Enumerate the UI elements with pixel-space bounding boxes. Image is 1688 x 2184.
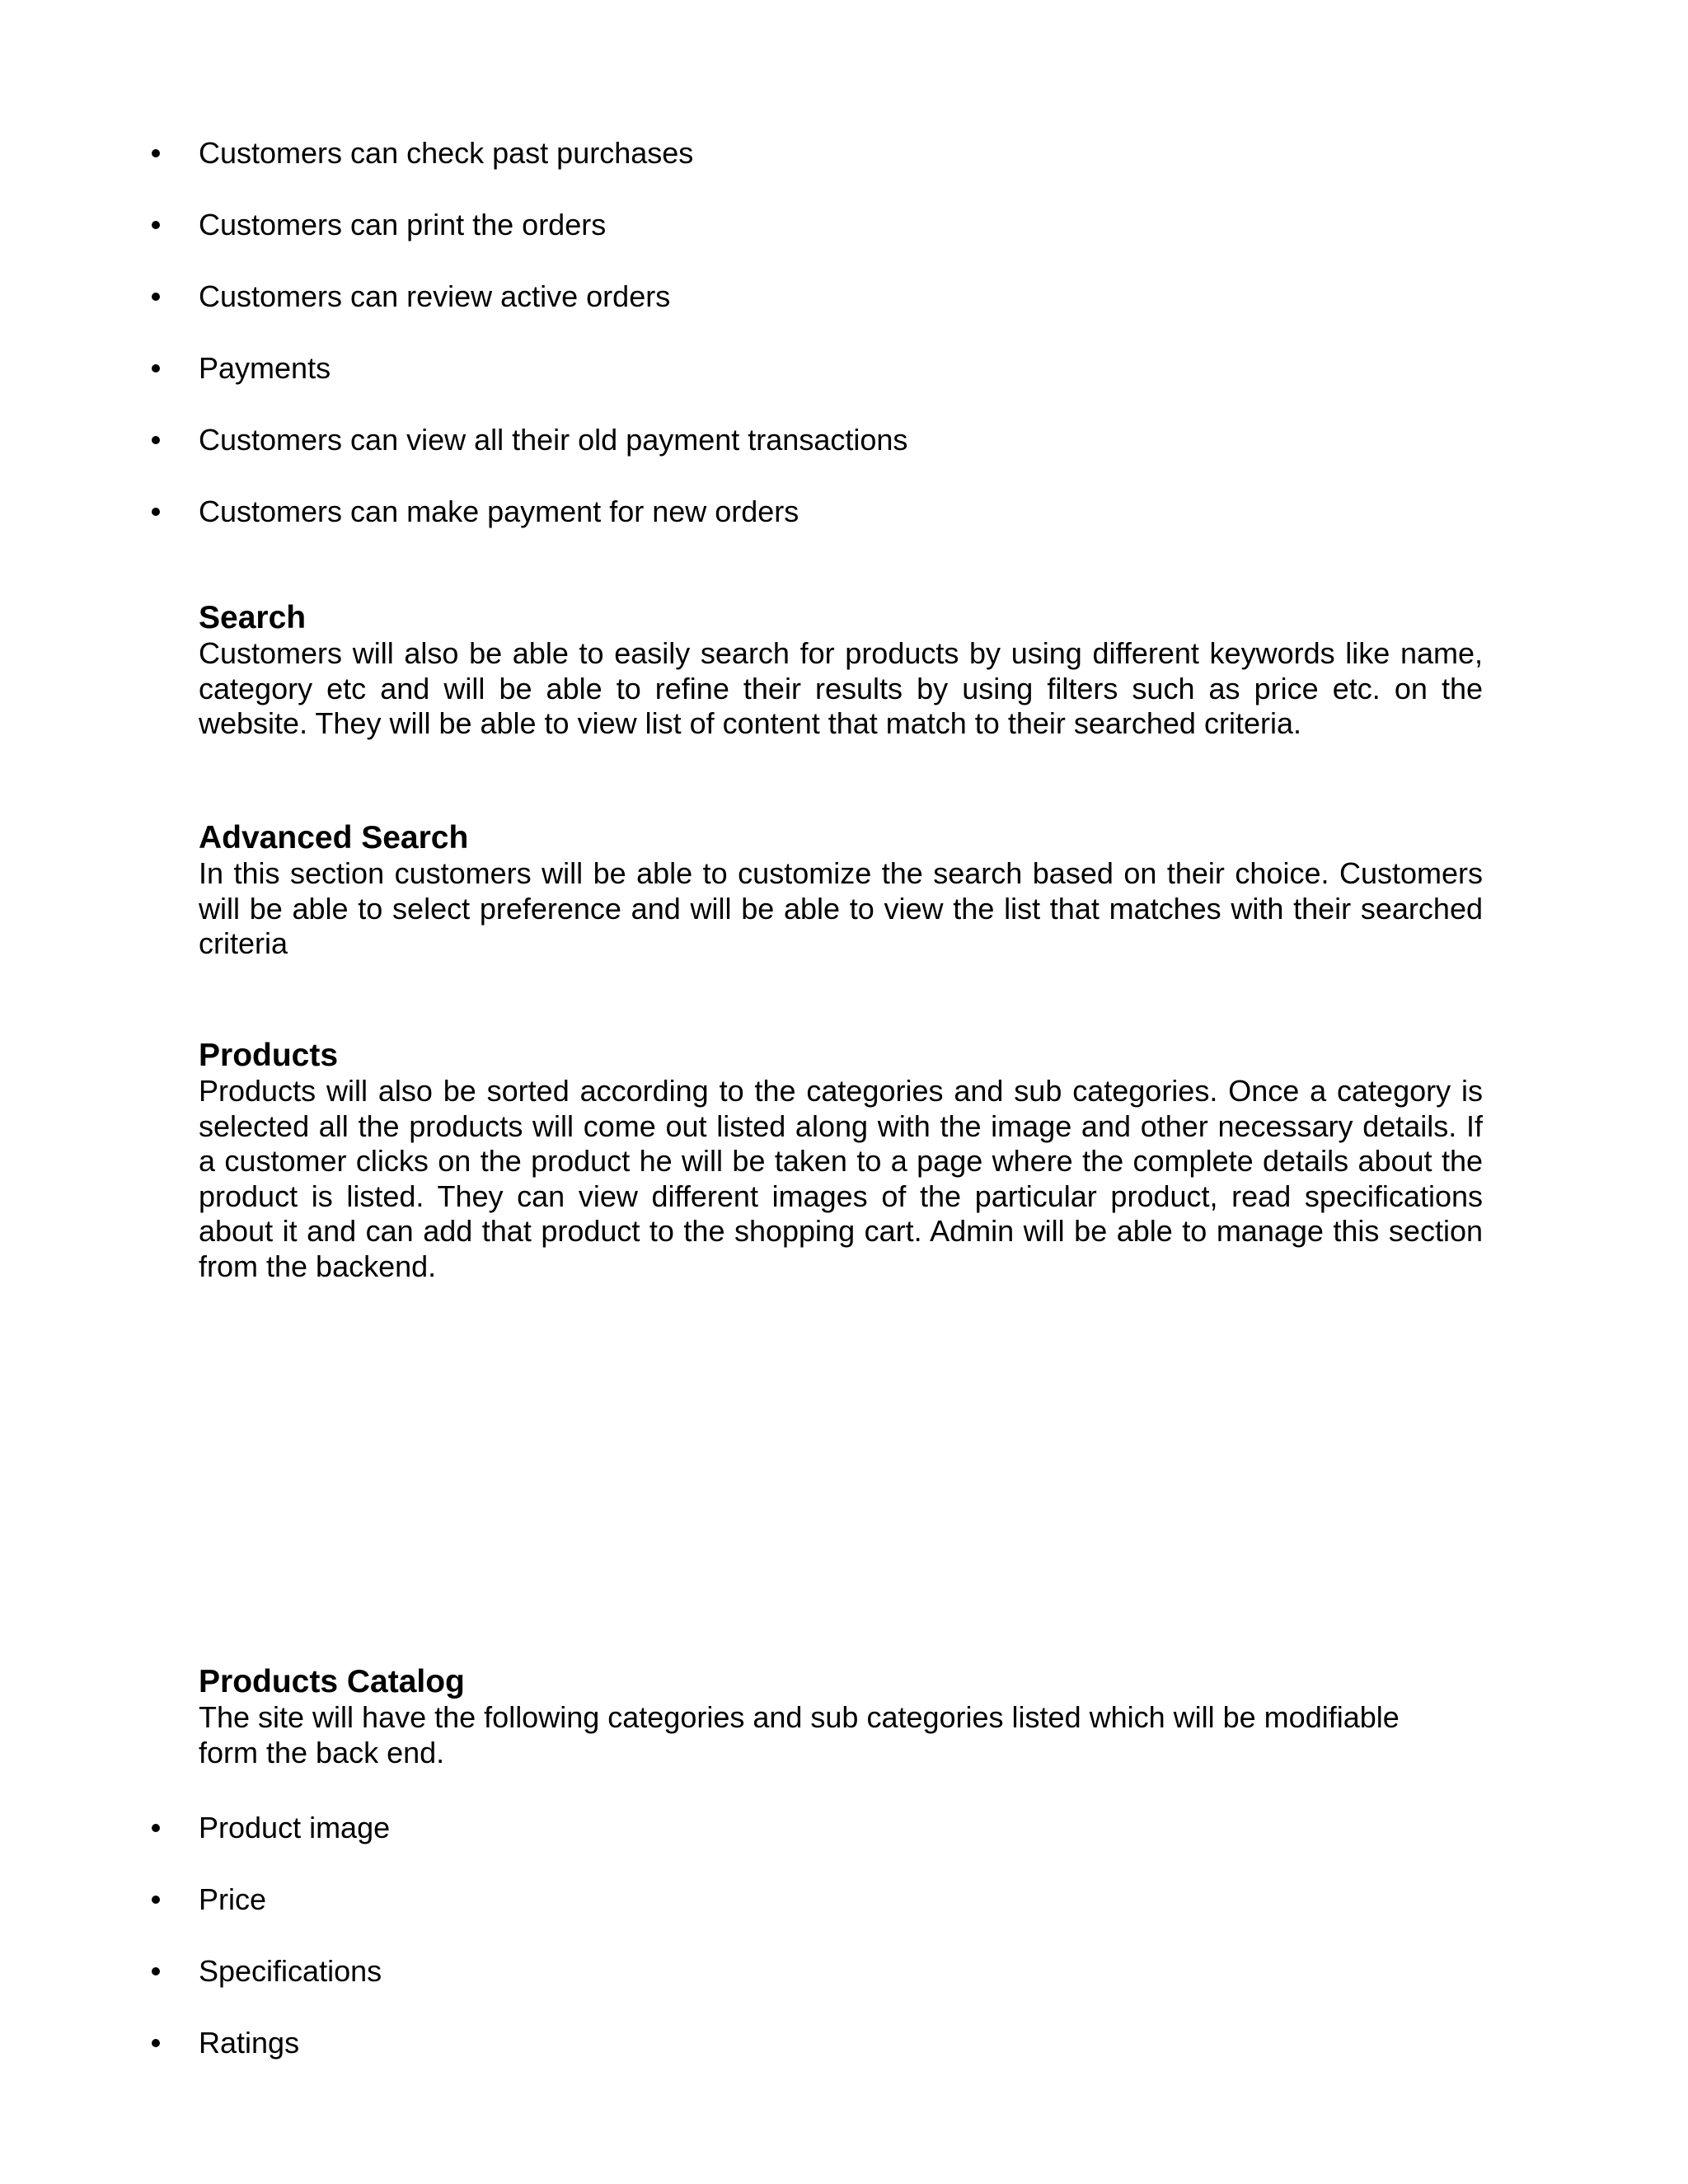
list-item-text: Payments (199, 351, 331, 385)
list-item (0, 350, 1688, 422)
list-item-text: Price (199, 1882, 267, 1916)
list-item-text: Customers can review active orders (199, 279, 671, 313)
list-item (0, 1882, 1688, 1953)
list-item (0, 1953, 1688, 2025)
products-heading: Products (199, 1038, 339, 1073)
list-item-text: Ratings (199, 2026, 300, 2060)
bullet-icon (152, 149, 160, 157)
list-item (0, 135, 1688, 207)
list-item-text: Customers can check past purchases (199, 136, 694, 170)
bullet-icon (152, 436, 160, 444)
advanced-search-heading: Advanced Search (199, 820, 469, 855)
list-item (0, 2025, 1688, 2097)
search-body: Customers will also be able to easily search for products by using different keywords like name, category etc and will be able to refine their results by using filters such as price etc. on the website. They will be able to view list of content that match to their searched criteria. (199, 636, 1483, 740)
list-item-text: Customers can print the orders (199, 208, 607, 241)
bullet-icon (152, 364, 160, 373)
top-bullet-list (0, 135, 1688, 565)
list-item-text: Specifications (199, 1954, 382, 1988)
list-item (0, 1810, 1688, 1882)
products-body: Products will also be sorted according to the categories and sub categories. Once a category is selected all the products will come out listed along with the image and other necessary details. If a customer clicks on the product he will be taken to a page where the complete details about the product is listed. They can view different images of the particular product, read specifications about it and can add that product to the shopping cart. Admin will be able to manage this section from the backend. (199, 1074, 1483, 1283)
search-section (199, 600, 1483, 742)
list-item (0, 207, 1688, 279)
bullet-icon (152, 2039, 160, 2047)
catalog-heading: Products Catalog (199, 1664, 465, 1699)
bullet-icon (152, 293, 160, 301)
advanced-search-body: In this section customers will be able to customize the search based on their choice. Customers will be able to select preference and will be able to view the list that matches with their searched criteria (199, 856, 1483, 960)
list-item-text: Customers can make payment for new orders (199, 494, 799, 528)
bullet-icon (152, 1967, 160, 1975)
list-item (0, 279, 1688, 350)
bullet-icon (152, 1824, 160, 1832)
catalog-bullet-list (0, 1810, 1688, 2097)
list-item-text: Product image (199, 1811, 391, 1844)
list-item (0, 422, 1688, 494)
list-item-text: Customers can view all their old payment transactions (199, 423, 908, 457)
catalog-section (199, 1664, 1451, 1770)
bullet-icon (152, 221, 160, 229)
catalog-body: The site will have the following categories and sub categories listed which will be modifiable form the back end. (199, 1700, 1400, 1769)
bullet-icon (152, 1896, 160, 1904)
advanced-search-section (199, 820, 1483, 962)
bullet-icon (152, 508, 160, 516)
list-item (0, 494, 1688, 565)
products-section (199, 1038, 1483, 1284)
search-heading: Search (199, 600, 307, 635)
